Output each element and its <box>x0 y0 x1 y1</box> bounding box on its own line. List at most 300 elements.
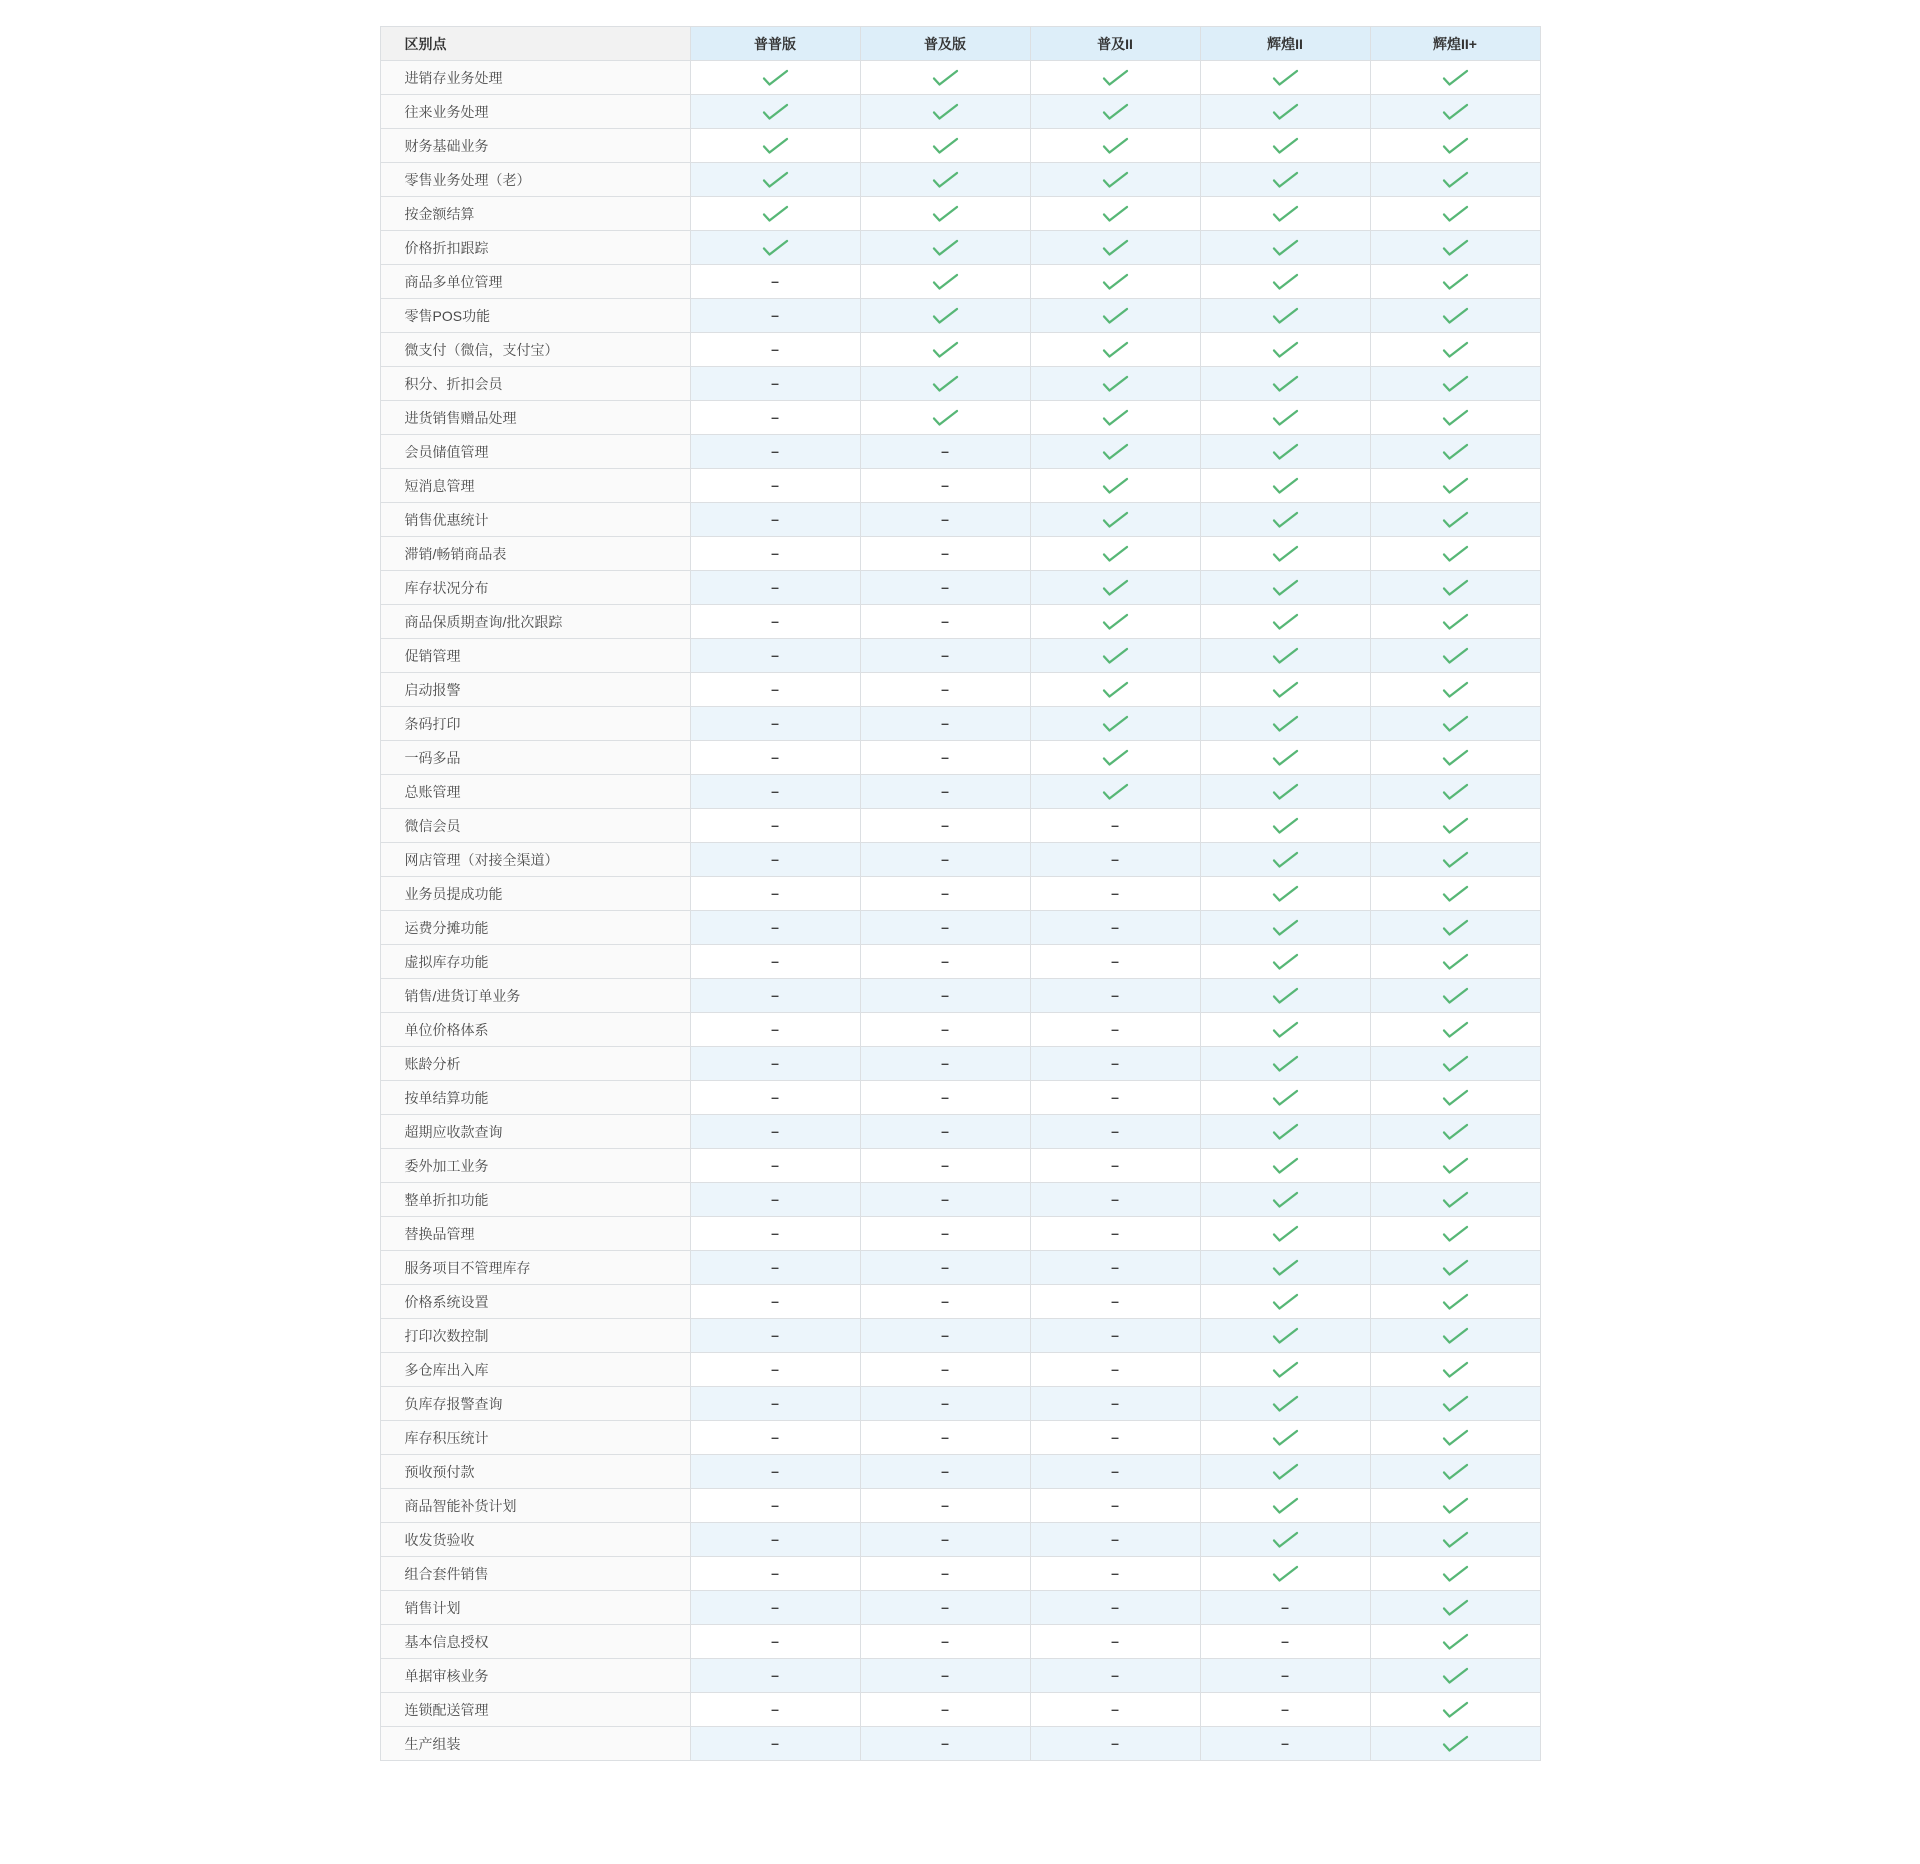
dash-cell <box>690 843 860 877</box>
table-row <box>380 333 1540 367</box>
dash-cell <box>860 1081 1030 1115</box>
dash-mark: – <box>1111 1496 1119 1513</box>
dash-mark: – <box>1111 1224 1119 1241</box>
check-icon <box>1200 1387 1370 1421</box>
dash-cell <box>690 605 860 639</box>
table-row <box>380 95 1540 129</box>
dash-cell <box>860 1047 1030 1081</box>
table-body <box>380 61 1540 1761</box>
check-icon <box>1030 401 1200 435</box>
dash-cell <box>690 1693 860 1727</box>
check-icon <box>1370 1727 1540 1761</box>
dash-mark: – <box>1111 1632 1119 1649</box>
dash-cell <box>1030 1047 1200 1081</box>
dash-mark: – <box>941 476 949 493</box>
check-icon <box>1370 1387 1540 1421</box>
dash-mark: – <box>771 748 779 765</box>
dash-mark: – <box>1111 1598 1119 1615</box>
check-icon <box>1200 1353 1370 1387</box>
feature-label: 进销存业务处理 <box>380 61 690 95</box>
table-row <box>380 503 1540 537</box>
dash-mark: – <box>941 986 949 1003</box>
check-icon <box>1200 1047 1370 1081</box>
check-icon <box>1370 979 1540 1013</box>
check-icon <box>1370 639 1540 673</box>
check-icon <box>690 163 860 197</box>
dash-mark: – <box>1281 1700 1289 1717</box>
dash-mark: – <box>941 918 949 935</box>
table-row <box>380 775 1540 809</box>
check-icon <box>1200 61 1370 95</box>
table-row <box>380 1013 1540 1047</box>
dash-cell <box>690 707 860 741</box>
table-row <box>380 911 1540 945</box>
feature-label: 商品多单位管理 <box>380 265 690 299</box>
dash-cell <box>1030 1251 1200 1285</box>
dash-mark: – <box>771 442 779 459</box>
dash-cell <box>690 1047 860 1081</box>
dash-mark: – <box>1111 1088 1119 1105</box>
check-icon <box>1370 605 1540 639</box>
dash-mark: – <box>941 782 949 799</box>
dash-cell <box>860 1557 1030 1591</box>
check-icon <box>1200 1285 1370 1319</box>
dash-cell <box>690 1489 860 1523</box>
dash-cell <box>860 469 1030 503</box>
dash-cell <box>690 1591 860 1625</box>
check-icon <box>1370 1013 1540 1047</box>
dash-mark: – <box>1111 1054 1119 1071</box>
dash-cell <box>1200 1625 1370 1659</box>
dash-mark: – <box>941 510 949 527</box>
dash-mark: – <box>771 1054 779 1071</box>
check-icon <box>1030 537 1200 571</box>
table-row <box>380 1727 1540 1761</box>
dash-mark: – <box>1111 952 1119 969</box>
feature-label: 连锁配送管理 <box>380 1693 690 1727</box>
dash-cell <box>860 775 1030 809</box>
dash-mark: – <box>1111 1734 1119 1751</box>
check-icon <box>1200 1489 1370 1523</box>
dash-cell <box>1030 1183 1200 1217</box>
dash-cell <box>690 435 860 469</box>
dash-mark: – <box>941 578 949 595</box>
dash-cell <box>860 979 1030 1013</box>
table-row <box>380 1659 1540 1693</box>
dash-cell <box>860 945 1030 979</box>
dash-cell <box>1030 1387 1200 1421</box>
dash-cell <box>690 1013 860 1047</box>
check-icon <box>1370 1455 1540 1489</box>
dash-mark: – <box>771 1564 779 1581</box>
table-row <box>380 61 1540 95</box>
feature-label: 组合套件销售 <box>380 1557 690 1591</box>
feature-label: 短消息管理 <box>380 469 690 503</box>
table-row <box>380 571 1540 605</box>
column-header-feature: 区别点 <box>380 27 690 61</box>
dash-mark: – <box>941 1666 949 1683</box>
dash-cell <box>860 1319 1030 1353</box>
dash-cell <box>690 1081 860 1115</box>
dash-cell <box>690 809 860 843</box>
dash-mark: – <box>771 612 779 629</box>
check-icon <box>1200 537 1370 571</box>
feature-comparison-table <box>380 26 1541 1761</box>
check-icon <box>860 163 1030 197</box>
dash-cell <box>860 1217 1030 1251</box>
dash-cell <box>1030 1217 1200 1251</box>
dash-cell <box>1030 1727 1200 1761</box>
table-row <box>380 1523 1540 1557</box>
table-row <box>380 707 1540 741</box>
dash-cell <box>1200 1727 1370 1761</box>
dash-cell <box>1200 1591 1370 1625</box>
dash-cell <box>860 1183 1030 1217</box>
check-icon <box>1370 673 1540 707</box>
dash-mark: – <box>771 1088 779 1105</box>
dash-mark: – <box>771 510 779 527</box>
check-icon <box>690 61 860 95</box>
feature-label: 微支付（微信，支付宝） <box>380 333 690 367</box>
dash-cell <box>860 1659 1030 1693</box>
check-icon <box>1200 367 1370 401</box>
feature-label: 单位价格体系 <box>380 1013 690 1047</box>
dash-mark: – <box>941 1292 949 1309</box>
dash-cell <box>690 673 860 707</box>
dash-mark: – <box>771 680 779 697</box>
feature-label: 库存积压统计 <box>380 1421 690 1455</box>
dash-cell <box>690 775 860 809</box>
check-icon <box>1370 61 1540 95</box>
feature-label: 价格折扣跟踪 <box>380 231 690 265</box>
check-icon <box>860 299 1030 333</box>
dash-cell <box>690 1557 860 1591</box>
dash-mark: – <box>1111 1564 1119 1581</box>
feature-label: 基本信息授权 <box>380 1625 690 1659</box>
check-icon <box>1030 265 1200 299</box>
dash-mark: – <box>941 544 949 561</box>
dash-mark: – <box>1111 1462 1119 1479</box>
dash-mark: – <box>1111 1326 1119 1343</box>
dash-cell <box>860 1625 1030 1659</box>
dash-mark: – <box>771 1224 779 1241</box>
dash-mark: – <box>1111 1156 1119 1173</box>
dash-mark: – <box>941 1190 949 1207</box>
dash-cell <box>690 1387 860 1421</box>
check-icon <box>1030 469 1200 503</box>
dash-cell <box>860 877 1030 911</box>
check-icon <box>1370 537 1540 571</box>
table-row <box>380 1115 1540 1149</box>
dash-mark: – <box>941 1224 949 1241</box>
check-icon <box>1200 1081 1370 1115</box>
dash-cell <box>690 979 860 1013</box>
dash-mark: – <box>771 1428 779 1445</box>
table-row <box>380 1183 1540 1217</box>
check-icon <box>1370 1149 1540 1183</box>
check-icon <box>1370 129 1540 163</box>
dash-cell <box>860 911 1030 945</box>
check-icon <box>1370 503 1540 537</box>
check-icon <box>1030 571 1200 605</box>
check-icon <box>1370 197 1540 231</box>
check-icon <box>1370 333 1540 367</box>
check-icon <box>1200 95 1370 129</box>
dash-mark: – <box>941 1496 949 1513</box>
table-row <box>380 1319 1540 1353</box>
dash-cell <box>1030 1115 1200 1149</box>
dash-cell <box>860 1353 1030 1387</box>
dash-mark: – <box>941 612 949 629</box>
dash-cell <box>690 1149 860 1183</box>
check-icon <box>1370 1625 1540 1659</box>
table-row <box>380 809 1540 843</box>
table-row <box>380 265 1540 299</box>
dash-cell <box>690 367 860 401</box>
dash-cell <box>860 1149 1030 1183</box>
dash-mark: – <box>1111 918 1119 935</box>
check-icon <box>1030 299 1200 333</box>
dash-mark: – <box>941 1734 949 1751</box>
table-row <box>380 469 1540 503</box>
dash-mark: – <box>771 850 779 867</box>
table-row <box>380 163 1540 197</box>
dash-mark: – <box>1281 1666 1289 1683</box>
check-icon <box>1370 571 1540 605</box>
dash-mark: – <box>1111 1258 1119 1275</box>
check-icon <box>1370 1421 1540 1455</box>
dash-cell <box>860 1693 1030 1727</box>
dash-cell <box>690 401 860 435</box>
check-icon <box>1200 1251 1370 1285</box>
dash-cell <box>1030 1625 1200 1659</box>
dash-mark: – <box>771 952 779 969</box>
dash-cell <box>1030 1659 1200 1693</box>
table-row <box>380 605 1540 639</box>
dash-mark: – <box>771 646 779 663</box>
check-icon <box>1030 231 1200 265</box>
check-icon <box>1370 911 1540 945</box>
dash-mark: – <box>1111 1360 1119 1377</box>
dash-mark: – <box>941 1258 949 1275</box>
dash-cell <box>690 1455 860 1489</box>
feature-label: 委外加工业务 <box>380 1149 690 1183</box>
dash-mark: – <box>771 714 779 731</box>
dash-cell <box>860 1489 1030 1523</box>
check-icon <box>1370 1523 1540 1557</box>
check-icon <box>1370 1251 1540 1285</box>
dash-mark: – <box>771 476 779 493</box>
check-icon <box>860 95 1030 129</box>
feature-label: 按单结算功能 <box>380 1081 690 1115</box>
dash-mark: – <box>771 918 779 935</box>
dash-mark: – <box>771 578 779 595</box>
check-icon <box>1030 129 1200 163</box>
check-icon <box>1200 265 1370 299</box>
check-icon <box>1370 1353 1540 1387</box>
check-icon <box>690 95 860 129</box>
feature-label: 商品保质期查询/批次跟踪 <box>380 605 690 639</box>
feature-label: 网店管理（对接全渠道） <box>380 843 690 877</box>
check-icon <box>1370 1183 1540 1217</box>
dash-cell <box>690 1115 860 1149</box>
dash-mark: – <box>771 1292 779 1309</box>
check-icon <box>1370 1659 1540 1693</box>
feature-label: 生产组装 <box>380 1727 690 1761</box>
dash-mark: – <box>941 1700 949 1717</box>
dash-cell <box>1030 1353 1200 1387</box>
dash-cell <box>1030 1421 1200 1455</box>
check-icon <box>1370 775 1540 809</box>
dash-mark: – <box>1111 1666 1119 1683</box>
check-icon <box>1200 129 1370 163</box>
dash-mark: – <box>941 1360 949 1377</box>
table-row <box>380 979 1540 1013</box>
feature-label: 启动报警 <box>380 673 690 707</box>
check-icon <box>1370 741 1540 775</box>
dash-cell <box>1030 1591 1200 1625</box>
dash-cell <box>860 435 1030 469</box>
feature-label: 会员储值管理 <box>380 435 690 469</box>
table-head <box>380 27 1540 61</box>
check-icon <box>690 231 860 265</box>
table-row <box>380 1081 1540 1115</box>
check-icon <box>1370 299 1540 333</box>
check-icon <box>1370 1285 1540 1319</box>
dash-cell <box>690 1659 860 1693</box>
dash-mark: – <box>1111 1190 1119 1207</box>
column-header-edition: 辉煌II+ <box>1370 27 1540 61</box>
feature-label: 预收预付款 <box>380 1455 690 1489</box>
dash-mark: – <box>771 986 779 1003</box>
check-icon <box>1030 435 1200 469</box>
dash-mark: – <box>941 646 949 663</box>
check-icon <box>1030 775 1200 809</box>
table-row <box>380 1047 1540 1081</box>
table-row <box>380 1455 1540 1489</box>
check-icon <box>1200 571 1370 605</box>
check-icon <box>1200 503 1370 537</box>
dash-cell <box>860 707 1030 741</box>
feature-label: 服务项目不管理库存 <box>380 1251 690 1285</box>
table-row <box>380 435 1540 469</box>
table-row <box>380 537 1540 571</box>
check-icon <box>1030 605 1200 639</box>
check-icon <box>860 231 1030 265</box>
feature-label: 商品智能补货计划 <box>380 1489 690 1523</box>
dash-mark: – <box>941 816 949 833</box>
feature-label: 总账管理 <box>380 775 690 809</box>
dash-mark: – <box>771 1360 779 1377</box>
feature-label: 虚拟库存功能 <box>380 945 690 979</box>
check-icon <box>860 333 1030 367</box>
feature-label: 销售优惠统计 <box>380 503 690 537</box>
check-icon <box>1370 231 1540 265</box>
check-icon <box>1200 333 1370 367</box>
table-row <box>380 741 1540 775</box>
dash-mark: – <box>1281 1632 1289 1649</box>
check-icon <box>1200 843 1370 877</box>
check-icon <box>860 367 1030 401</box>
dash-mark: – <box>1111 1292 1119 1309</box>
feature-label: 零售业务处理（老） <box>380 163 690 197</box>
feature-label: 条码打印 <box>380 707 690 741</box>
check-icon <box>1200 1455 1370 1489</box>
dash-cell <box>860 1455 1030 1489</box>
dash-cell <box>1030 1285 1200 1319</box>
check-icon <box>1370 945 1540 979</box>
dash-cell <box>690 265 860 299</box>
dash-mark: – <box>941 748 949 765</box>
dash-mark: – <box>1111 850 1119 867</box>
table-row <box>380 1693 1540 1727</box>
dash-cell <box>690 333 860 367</box>
check-icon <box>1030 367 1200 401</box>
check-icon <box>1030 163 1200 197</box>
column-header-edition: 普及版 <box>860 27 1030 61</box>
check-icon <box>1200 979 1370 1013</box>
check-icon <box>1370 1115 1540 1149</box>
check-icon <box>1370 401 1540 435</box>
check-icon <box>1200 639 1370 673</box>
check-icon <box>1200 809 1370 843</box>
check-icon <box>1370 469 1540 503</box>
dash-cell <box>690 1421 860 1455</box>
dash-cell <box>690 911 860 945</box>
check-icon <box>1370 809 1540 843</box>
dash-mark: – <box>771 1496 779 1513</box>
dash-cell <box>1030 1013 1200 1047</box>
feature-label: 单据审核业务 <box>380 1659 690 1693</box>
check-icon <box>1200 605 1370 639</box>
dash-mark: – <box>941 442 949 459</box>
dash-cell <box>860 537 1030 571</box>
check-icon <box>1370 1047 1540 1081</box>
dash-mark: – <box>771 374 779 391</box>
check-icon <box>1200 1149 1370 1183</box>
dash-mark: – <box>771 1598 779 1615</box>
dash-cell <box>1030 945 1200 979</box>
dash-cell <box>860 1523 1030 1557</box>
dash-mark: – <box>1111 1020 1119 1037</box>
dash-cell <box>690 877 860 911</box>
dash-mark: – <box>771 1734 779 1751</box>
feature-label: 一码多品 <box>380 741 690 775</box>
table-row <box>380 129 1540 163</box>
dash-cell <box>860 673 1030 707</box>
dash-mark: – <box>941 884 949 901</box>
dash-cell <box>860 741 1030 775</box>
dash-cell <box>860 1727 1030 1761</box>
table-row <box>380 1625 1540 1659</box>
feature-label: 替换品管理 <box>380 1217 690 1251</box>
check-icon <box>1370 707 1540 741</box>
dash-mark: – <box>941 1462 949 1479</box>
check-icon <box>1200 1319 1370 1353</box>
column-header-edition: 普及II <box>1030 27 1200 61</box>
table-row <box>380 231 1540 265</box>
table-row <box>380 1217 1540 1251</box>
dash-mark: – <box>771 1190 779 1207</box>
dash-cell <box>690 299 860 333</box>
dash-mark: – <box>1111 1394 1119 1411</box>
dash-cell <box>860 605 1030 639</box>
dash-cell <box>860 1251 1030 1285</box>
dash-cell <box>860 809 1030 843</box>
check-icon <box>860 61 1030 95</box>
dash-mark: – <box>941 952 949 969</box>
column-header-edition: 普普版 <box>690 27 860 61</box>
